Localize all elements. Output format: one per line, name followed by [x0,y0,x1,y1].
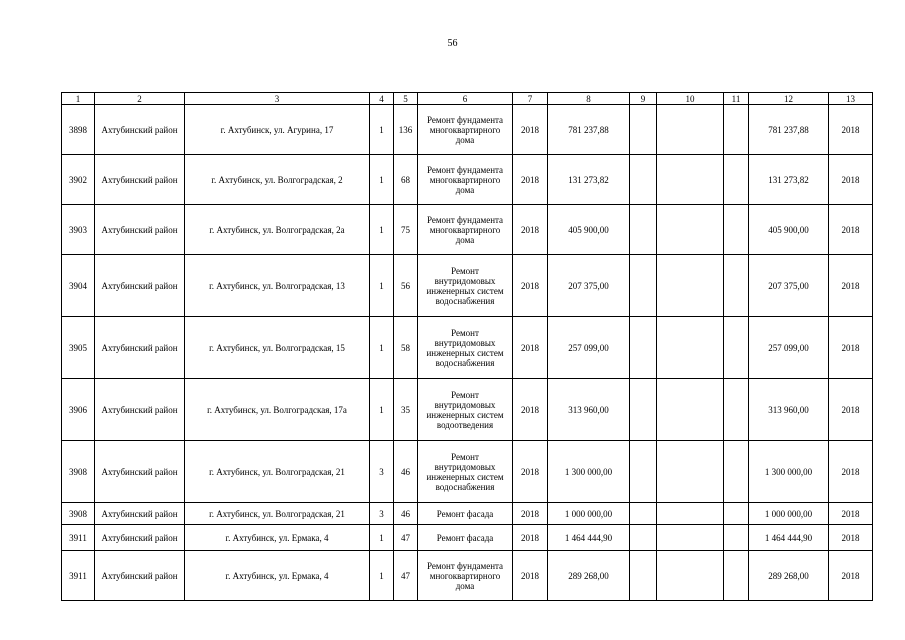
cell-district: Ахтубинский район [95,205,185,255]
cell-address: г. Ахтубинск, ул. Волгоградская, 15 [185,317,370,379]
cell-address: г. Ахтубинск, ул. Ермака, 4 [185,525,370,551]
cell-work-type: Ремонт фундамента многоквартирного дома [418,551,513,601]
cell-work-type: Ремонт фундамента многоквартирного дома [418,155,513,205]
cell-col4: 1 [370,317,394,379]
cell-col12: 289 268,00 [749,551,829,601]
register-table [61,92,873,601]
cell-year: 2018 [513,379,548,441]
cell-district: Ахтубинский район [95,255,185,317]
cell-work-type: Ремонт фасада [418,525,513,551]
cell-col9 [630,255,657,317]
cell-col9 [630,503,657,525]
cell-work-type: Ремонт фундамента многоквартирного дома [418,205,513,255]
table-row [62,379,873,441]
column-header: 2 [95,93,185,105]
page-number: 56 [447,38,458,49]
cell-col13: 2018 [829,379,873,441]
cell-address: г. Ахтубинск, ул. Волгоградская, 21 [185,441,370,503]
cell-year: 2018 [513,551,548,601]
cell-col13: 2018 [829,205,873,255]
cell-id: 3904 [62,255,95,317]
cell-col4: 1 [370,525,394,551]
cell-col4: 1 [370,205,394,255]
cell-col13: 2018 [829,105,873,155]
cell-cost: 781 237,88 [548,105,630,155]
cell-col9 [630,155,657,205]
cell-col12: 207 375,00 [749,255,829,317]
cell-id: 3898 [62,105,95,155]
cell-col12: 313 960,00 [749,379,829,441]
cell-col10 [657,379,724,441]
cell-id: 3911 [62,525,95,551]
cell-address: г. Ахтубинск, ул. Волгоградская, 13 [185,255,370,317]
cell-work-type: Ремонт фасада [418,503,513,525]
cell-col4: 1 [370,105,394,155]
cell-district: Ахтубинский район [95,105,185,155]
cell-col11 [724,205,749,255]
cell-year: 2018 [513,441,548,503]
cell-col11 [724,551,749,601]
table-row [62,205,873,255]
cell-year: 2018 [513,255,548,317]
cell-address: г. Ахтубинск, ул. Волгоградская, 21 [185,503,370,525]
cell-id: 3906 [62,379,95,441]
cell-col9 [630,551,657,601]
cell-col10 [657,441,724,503]
cell-col5: 35 [394,379,418,441]
cell-col12: 1 000 000,00 [749,503,829,525]
cell-col13: 2018 [829,317,873,379]
cell-year: 2018 [513,105,548,155]
cell-col4: 3 [370,503,394,525]
column-header: 10 [657,93,724,105]
table-row [62,105,873,155]
cell-col10 [657,255,724,317]
cell-col4: 1 [370,379,394,441]
cell-year: 2018 [513,317,548,379]
cell-col11 [724,105,749,155]
cell-col5: 47 [394,525,418,551]
column-header: 9 [630,93,657,105]
cell-col9 [630,525,657,551]
cell-col13: 2018 [829,255,873,317]
table-row [62,155,873,205]
cell-col5: 68 [394,155,418,205]
cell-address: г. Ахтубинск, ул. Волгоградская, 2а [185,205,370,255]
cell-id: 3902 [62,155,95,205]
cell-col13: 2018 [829,503,873,525]
cell-col13: 2018 [829,551,873,601]
cell-cost: 405 900,00 [548,205,630,255]
cell-col9 [630,379,657,441]
cell-col9 [630,317,657,379]
cell-col9 [630,105,657,155]
cell-address: г. Ахтубинск, ул. Волгоградская, 17а [185,379,370,441]
column-header: 4 [370,93,394,105]
cell-col12: 405 900,00 [749,205,829,255]
cell-district: Ахтубинский район [95,155,185,205]
cell-col10 [657,551,724,601]
cell-col10 [657,503,724,525]
cell-col10 [657,317,724,379]
table-row [62,551,873,601]
cell-col10 [657,205,724,255]
cell-col11 [724,379,749,441]
cell-cost: 131 273,82 [548,155,630,205]
cell-cost: 1 300 000,00 [548,441,630,503]
cell-district: Ахтубинский район [95,551,185,601]
cell-address: г. Ахтубинск, ул. Агурина, 17 [185,105,370,155]
cell-cost: 1 464 444,90 [548,525,630,551]
column-header: 11 [724,93,749,105]
cell-col13: 2018 [829,155,873,205]
cell-col12: 1 464 444,90 [749,525,829,551]
cell-id: 3903 [62,205,95,255]
cell-col12: 131 273,82 [749,155,829,205]
cell-year: 2018 [513,205,548,255]
header-row [62,93,873,105]
cell-col4: 1 [370,255,394,317]
cell-district: Ахтубинский район [95,379,185,441]
cell-cost: 207 375,00 [548,255,630,317]
cell-col11 [724,525,749,551]
table-row [62,255,873,317]
cell-work-type: Ремонт внутридомовых инженерных систем водоснабжения [418,255,513,317]
cell-cost: 1 000 000,00 [548,503,630,525]
cell-col11 [724,441,749,503]
cell-col13: 2018 [829,441,873,503]
cell-col5: 46 [394,441,418,503]
cell-district: Ахтубинский район [95,317,185,379]
cell-col4: 1 [370,551,394,601]
table-row [62,441,873,503]
cell-col10 [657,155,724,205]
cell-col11 [724,155,749,205]
cell-col5: 47 [394,551,418,601]
cell-col9 [630,441,657,503]
cell-col4: 1 [370,155,394,205]
column-header: 12 [749,93,829,105]
cell-work-type: Ремонт внутридомовых инженерных систем водоотведения [418,379,513,441]
cell-address: г. Ахтубинск, ул. Волгоградская, 2 [185,155,370,205]
column-header: 6 [418,93,513,105]
cell-district: Ахтубинский район [95,525,185,551]
cell-year: 2018 [513,525,548,551]
cell-cost: 257 099,00 [548,317,630,379]
cell-work-type: Ремонт внутридомовых инженерных систем водоснабжения [418,317,513,379]
cell-id: 3905 [62,317,95,379]
cell-col5: 56 [394,255,418,317]
cell-id: 3908 [62,503,95,525]
cell-id: 3908 [62,441,95,503]
cell-year: 2018 [513,155,548,205]
cell-col5: 58 [394,317,418,379]
column-header: 8 [548,93,630,105]
column-header: 7 [513,93,548,105]
table-row [62,317,873,379]
cell-district: Ахтубинский район [95,503,185,525]
cell-col11 [724,317,749,379]
cell-col13: 2018 [829,525,873,551]
cell-cost: 313 960,00 [548,379,630,441]
cell-col9 [630,205,657,255]
cell-col5: 46 [394,503,418,525]
cell-col4: 3 [370,441,394,503]
cell-col5: 75 [394,205,418,255]
cell-work-type: Ремонт внутридомовых инженерных систем водоснабжения [418,441,513,503]
column-header: 13 [829,93,873,105]
column-header: 1 [62,93,95,105]
cell-cost: 289 268,00 [548,551,630,601]
cell-col12: 781 237,88 [749,105,829,155]
cell-work-type: Ремонт фундамента многоквартирного дома [418,105,513,155]
cell-address: г. Ахтубинск, ул. Ермака, 4 [185,551,370,601]
cell-col5: 136 [394,105,418,155]
cell-id: 3911 [62,551,95,601]
cell-col10 [657,105,724,155]
cell-col11 [724,503,749,525]
column-header: 3 [185,93,370,105]
cell-col12: 257 099,00 [749,317,829,379]
cell-district: Ахтубинский район [95,441,185,503]
cell-col11 [724,255,749,317]
cell-year: 2018 [513,503,548,525]
cell-col10 [657,525,724,551]
column-header: 5 [394,93,418,105]
table-row [62,503,873,525]
cell-col12: 1 300 000,00 [749,441,829,503]
table-row [62,525,873,551]
